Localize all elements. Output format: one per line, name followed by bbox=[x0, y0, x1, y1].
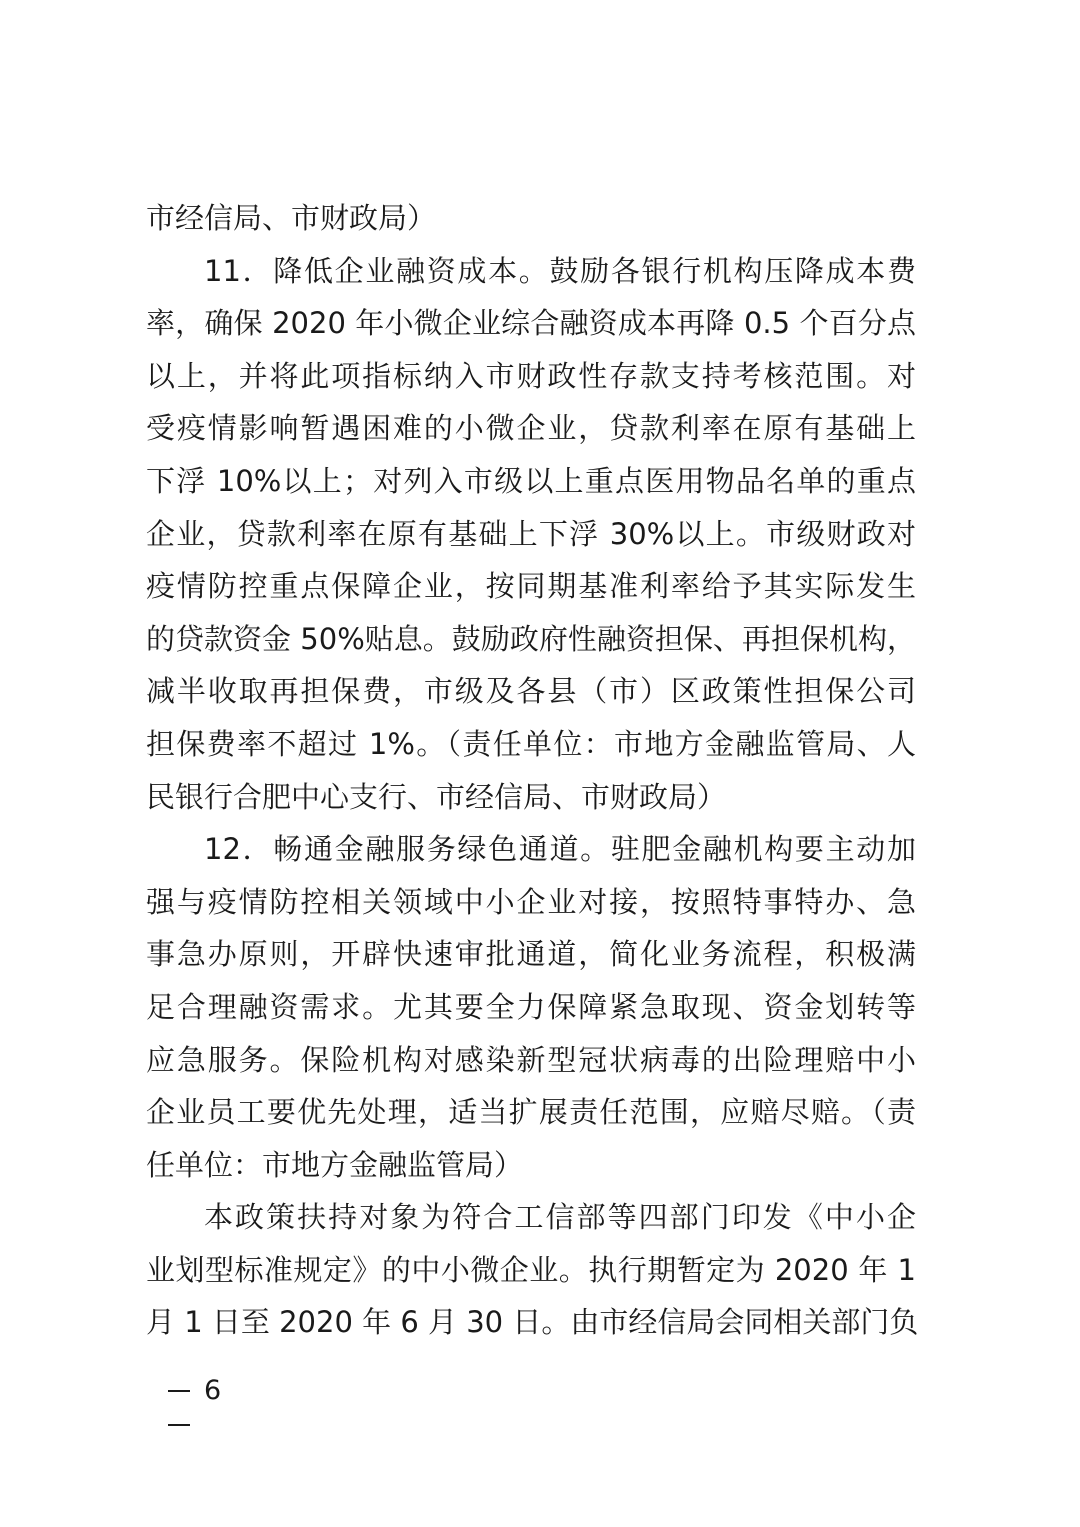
page-number-value: 6 bbox=[204, 1374, 222, 1406]
text-line: 本政策扶持对象为符合工信部等四部门印发《中小企 bbox=[204, 1200, 916, 1235]
text-line: 月 1 日至 2020 年 6 月 30 日。由市经信局会同相关部门负 bbox=[146, 1305, 919, 1340]
text-line: 强与疫情防控相关领域中小企业对接，按照特事特办、急 bbox=[146, 884, 916, 919]
document-body bbox=[146, 192, 919, 1349]
text-line: 足合理融资需求。尤其要全力保障紧急取现、资金划转等 bbox=[146, 989, 916, 1024]
text-line: 任单位：市地方金融监管局） bbox=[146, 1147, 524, 1182]
text-line: 11．降低企业融资成本。鼓励各银行机构压降成本费 bbox=[204, 253, 916, 288]
page-number-dash bbox=[168, 1424, 190, 1426]
text-line: 企业员工要优先处理，适当扩展责任范围，应赔尽赔。（责 bbox=[146, 1095, 916, 1130]
text-line: 受疫情影响暂遇困难的小微企业，贷款利率在原有基础上 bbox=[146, 411, 916, 446]
text-line: 率，确保 2020 年小微企业综合融资成本再降 0.5 个百分点 bbox=[146, 306, 916, 341]
text-line: 担保费率不超过 1%。（责任单位：市地方金融监管局、人 bbox=[146, 726, 916, 761]
text-line: 疫情防控重点保障企业，按同期基准利率给予其实际发生 bbox=[146, 569, 916, 604]
text-line: 下浮 10%以上；对列入市级以上重点医用物品名单的重点 bbox=[146, 463, 916, 498]
page-number-dash bbox=[168, 1390, 190, 1392]
text-line: 的贷款资金 50%贴息。鼓励政府性融资担保、再担保机构， bbox=[146, 621, 916, 656]
text-line: 12．畅通金融服务绿色通道。驻肥金融机构要主动加 bbox=[204, 832, 916, 867]
text-line: 减半收取再担保费，市级及各县（市）区政策性担保公司 bbox=[146, 674, 916, 709]
text-line: 市经信局、市财政局） bbox=[146, 201, 437, 235]
text-line: 业划型标准规定》的中小微企业。执行期暂定为 2020 年 1 bbox=[146, 1252, 916, 1287]
text-line: 民银行合肥中心支行、市经信局、市财政局） bbox=[146, 779, 727, 814]
text-line: 事急办原则，开辟快速审批通道，简化业务流程，积极满 bbox=[146, 937, 916, 972]
text-line: 应急服务。保险机构对感染新型冠状病毒的出险理赔中小 bbox=[146, 1042, 916, 1077]
page-number bbox=[168, 1372, 221, 1409]
text-line: 企业，贷款利率在原有基础上下浮 30%以上。市级财政对 bbox=[146, 516, 916, 551]
text-line: 以上，并将此项指标纳入市财政性存款支持考核范围。对 bbox=[146, 358, 916, 393]
